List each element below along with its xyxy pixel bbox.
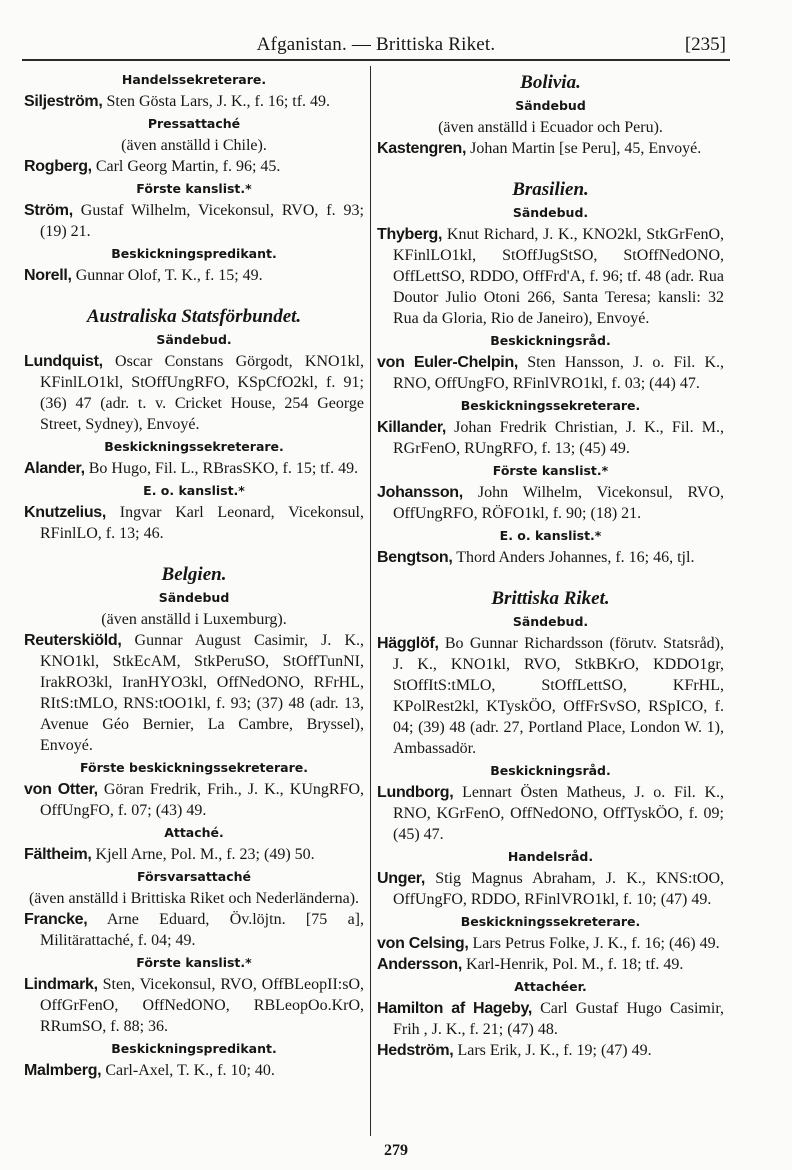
directory-entry — [377, 954, 724, 975]
entry-name: Fältheim, — [24, 846, 92, 863]
position-heading: Beskickningsråd. — [490, 333, 611, 348]
entry-name: Kastengren, — [377, 140, 467, 157]
directory-entry — [24, 974, 364, 1037]
position-heading: E. o. kanslist.* — [143, 483, 245, 498]
entry-details: Gunnar Olof, T. K., f. 15; 49. — [71, 267, 263, 284]
entry-details: Ingvar Karl Leonard, Vicekonsul, RFinlLO, f. 13; 46. — [40, 504, 364, 542]
page-number: 279 — [384, 1142, 408, 1159]
entry-name: Francke, — [24, 911, 88, 928]
entry-details: Lennart Östen Matheus, J. o. Fil. K., RNO, KGrFenO, OffNedONO, OffTyskÖO, f. 09; (45) 47. — [393, 784, 724, 843]
entry-name: Hägglöf, — [377, 635, 439, 652]
position-heading: Beskickningssekreterare. — [460, 398, 641, 413]
position-heading: Beskickningspredikant. — [111, 1041, 277, 1056]
right-column — [377, 68, 724, 1061]
entry-details: Oscar Constans Görgodt, KNO1kl, KFinlLO1kl, StOffUngRFO, KSpCfO2kl, f. 91; (36) 47 (adr. t. v. Cricket House, 254 George Street, Sydney), Envoyé. — [40, 353, 364, 433]
header-rule — [22, 59, 730, 61]
entry-name: Johansson, — [377, 484, 463, 501]
directory-entry — [24, 502, 364, 544]
directory-entry — [377, 547, 724, 568]
entry-name: Lundborg, — [377, 784, 454, 801]
entry-name: Alander, — [24, 460, 85, 477]
directory-entry — [377, 933, 724, 954]
entry-name: von Euler-Chelpin, — [377, 354, 519, 371]
entry-details: Arne Eduard, Öv.löjtn. [75 a], Militärattaché, f. 04; 49. — [40, 911, 364, 949]
position-heading: Förste kanslist.* — [136, 955, 252, 970]
entry-details: Bo Hugo, Fil. L., RBrasSKO, f. 15; tf. 49. — [84, 460, 359, 477]
entry-details: Johan Fredrik Christian, J. K., Fil. M., RGrFenO, RUngRFO, f. 13; (45) 49. — [393, 419, 724, 457]
position-heading: Handelsråd. — [507, 849, 594, 864]
position-heading: Beskickningssekreterare. — [104, 439, 284, 454]
entry-details: Gunnar August Casimir, J. K., KNO1kl, StkEcAM, StkPeruSO, StOffTunNI, IrakRO3kl, IranHYO3kl, OffNedONO, RFrHL, RItS:tMLO, RNS:tOO1kl, f. 93; (37) 48 (adr. 13, Avenue Géo Bernier, La Cambre, Bryssel), Envoyé. — [40, 632, 364, 754]
position-heading: Beskickningspredikant. — [111, 246, 277, 261]
position-heading: E. o. kanslist.* — [499, 528, 602, 543]
entry-name: Knutzelius, — [24, 504, 107, 521]
country-heading: Brasilien. — [512, 179, 589, 200]
directory-entry — [24, 779, 364, 821]
entry-name: von Otter, — [24, 781, 98, 798]
directory-entry — [377, 998, 724, 1040]
directory-entry — [377, 782, 724, 845]
entry-name: Siljeström, — [24, 93, 103, 110]
entry-details: Thord Anders Johannes, f. 16; 46, tjl. — [452, 549, 695, 566]
position-heading: Förste kanslist.* — [492, 463, 609, 478]
directory-entry — [377, 224, 724, 329]
entry-details: Göran Fredrik, Frih., J. K., KUngRFO, OffUngFO, f. 07; (43) 49. — [40, 781, 364, 819]
directory-entry — [377, 352, 724, 394]
entry-name: Killander, — [377, 419, 447, 436]
entry-details: Knut Richard, J. K., KNO2kl, StkGrFenO, KFinlLO1kl, StOffJugStSO, StOffNedONO, OffLettSO, RDDO, OffFrd'A, f. 96; tf. 48 (adr. Rua Doutor Julio Otoni 266, Santa Teresa; kansli: 32 Rua da Gloria, Rio de Janeiro), Envoyé. — [393, 226, 724, 327]
directory-entry — [24, 351, 364, 435]
directory-entry — [24, 265, 364, 286]
position-heading: Beskickningssekreterare. — [460, 914, 641, 929]
entry-details: Carl Georg Martin, f. 96; 45. — [91, 158, 281, 175]
entry-name: von Celsing, — [377, 935, 469, 952]
position-heading: Attaché. — [164, 825, 224, 840]
entry-name: Norell, — [24, 267, 72, 284]
section-page-number: [235] — [684, 34, 726, 55]
entry-details: Sten, Vicekonsul, RVO, OffBLeopII:sO, OffGrFenO, OffNedONO, RBLeopOo.KrO, RRumSO, f. 88; 36. — [40, 976, 364, 1035]
entry-details: Gustaf Wilhelm, Vicekonsul, RVO, f. 93; (19) 21. — [40, 202, 364, 240]
country-heading: Brittiska Riket. — [491, 588, 610, 609]
note-text: (även anställd i Luxemburg). — [101, 611, 287, 628]
note-text: (även anställd i Brittiska Riket och Nederländerna). — [28, 890, 360, 907]
running-header — [26, 34, 726, 60]
position-heading: Försvarsattaché — [136, 869, 252, 884]
directory-entry — [24, 91, 364, 112]
entry-details: John Wilhelm, Vicekonsul, RVO, OffUngRFO, RÖFO1kl, f. 90; (18) 21. — [393, 484, 724, 522]
entry-details: Kjell Arne, Pol. M., f. 23; (49) 50. — [91, 846, 315, 863]
entry-details: Stig Magnus Abraham, J. K., KNS:tOO, OffUngFO, RDDO, RFinlVRO1kl, f. 10; (47) 49. — [393, 870, 724, 908]
entry-name: Hamilton af Hageby, — [377, 1000, 533, 1017]
country-heading: Belgien. — [161, 564, 227, 585]
directory-entry — [377, 1040, 724, 1061]
entry-name: Lindmark, — [24, 976, 98, 993]
directory-entry — [377, 138, 724, 159]
entry-name: Reuterskiöld, — [24, 632, 122, 649]
directory-entry — [377, 482, 724, 524]
position-heading: Sändebud. — [512, 205, 589, 220]
directory-entry — [377, 417, 724, 459]
entry-name: Bengtson, — [377, 549, 453, 566]
directory-entry — [24, 844, 364, 865]
position-heading: Sändebud — [158, 590, 230, 605]
position-heading: Attachéer. — [514, 979, 587, 994]
position-heading: Sändebud. — [512, 614, 589, 629]
entry-details: Karl-Henrik, Pol. M., f. 18; tf. 49. — [462, 956, 684, 973]
entry-name: Rogberg, — [24, 158, 92, 175]
position-heading: Handelssekreterare. — [121, 72, 267, 87]
directory-entry — [24, 909, 364, 951]
entry-details: Bo Gunnar Richardsson (förutv. Statsråd), J. K., KNO1kl, RVO, StkBKrO, KDDO1gr, StOffItS:tMLO, StOffLettSO, KFrHL, KPolRest2kl, KTyskÖO, OffFrSvSO, RSpICO, f. 04; (39) 48 (adr. 27, Portland Place, London W. 1), Ambassadör. — [393, 635, 724, 757]
position-heading: Sändebud. — [156, 332, 232, 347]
entry-name: Lundquist, — [24, 353, 103, 370]
entry-details: Sten Hansson, J. o. Fil. K., RNO, OffUngFO, RFinlVRO1kl, f. 03; (44) 47. — [393, 354, 724, 392]
position-heading: Beskickningsråd. — [490, 763, 611, 778]
country-heading: Australiska Statsförbundet. — [86, 306, 302, 327]
entry-name: Andersson, — [377, 956, 463, 973]
entry-name: Unger, — [377, 870, 425, 887]
country-heading: Bolivia. — [520, 72, 581, 93]
entry-details: Lars Erik, J. K., f. 19; (47) 49. — [453, 1042, 652, 1059]
entry-details: Carl Gustaf Hugo Casimir, Frih , J. K., f. 21; (47) 48. — [393, 1000, 725, 1038]
directory-entry — [377, 868, 724, 910]
note-text: (även anställd i Chile). — [121, 137, 267, 154]
running-title: Afganistan. — Brittiska Riket. — [256, 34, 496, 55]
position-heading: Pressattaché — [147, 116, 241, 131]
directory-entry — [24, 156, 364, 177]
directory-entry — [377, 633, 724, 759]
entry-details: Sten Gösta Lars, J. K., f. 16; tf. 49. — [102, 93, 331, 110]
note-text: (även anställd i Ecuador och Peru). — [438, 119, 663, 136]
left-column — [24, 68, 364, 1081]
entry-details: Carl-Axel, T. K., f. 10; 40. — [101, 1062, 275, 1079]
entry-details: Lars Petrus Folke, J. K., f. 16; (46) 49. — [468, 935, 720, 952]
position-heading: Förste kanslist.* — [136, 181, 252, 196]
directory-entry — [24, 630, 364, 756]
position-heading: Förste beskickningssekreterare. — [79, 760, 308, 775]
directory-entry — [24, 200, 364, 242]
entry-details: Johan Martin [se Peru], 45, Envoyé. — [466, 140, 702, 157]
directory-entry — [24, 1060, 364, 1081]
directory-entry — [24, 458, 364, 479]
entry-name: Malmberg, — [24, 1062, 102, 1079]
entry-name: Ström, — [24, 202, 73, 219]
column-divider — [370, 66, 371, 1136]
entry-name: Thyberg, — [377, 226, 443, 243]
entry-name: Hedström, — [377, 1042, 454, 1059]
position-heading: Sändebud — [515, 98, 586, 113]
